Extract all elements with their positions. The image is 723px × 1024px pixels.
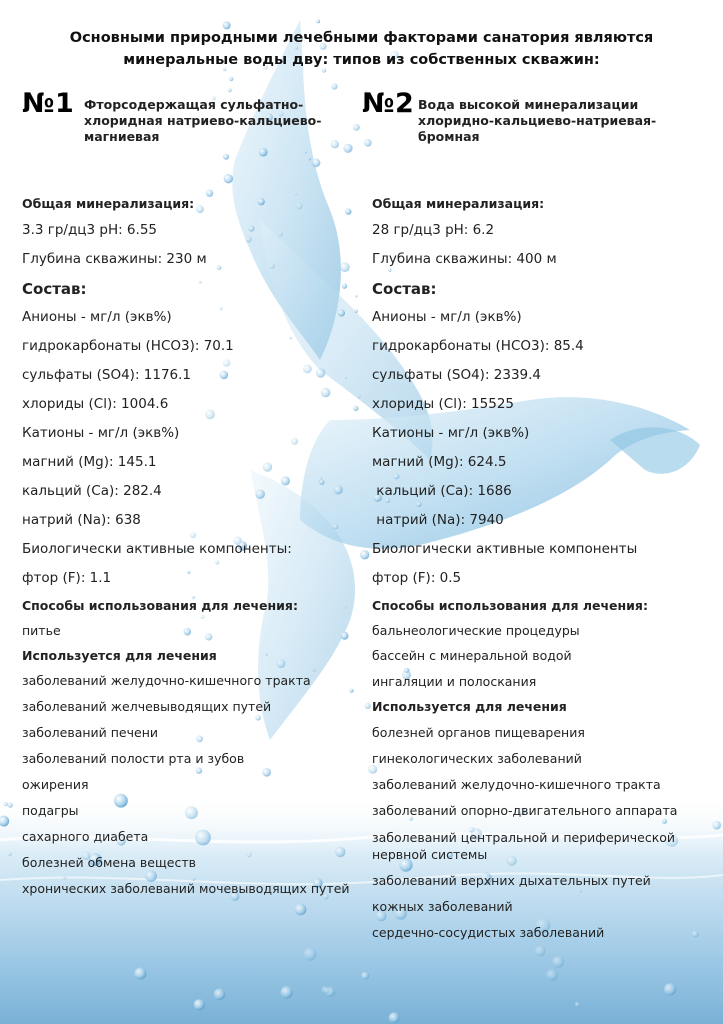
water-bubble: [389, 1012, 400, 1023]
water-bubble: [353, 406, 358, 411]
water-bubble: [185, 806, 198, 819]
used-item-1: заболеваний полости рта и зубов: [22, 751, 245, 766]
water-bubble: [535, 946, 545, 956]
water-bubble: [575, 1002, 580, 1007]
water-bubble: [333, 524, 339, 530]
water-bubble: [246, 852, 251, 857]
mineralization-value-2: 28 гр/дц3 pH: 6.2: [372, 222, 495, 238]
water-bubble: [316, 368, 326, 378]
water-bubble: [334, 485, 343, 494]
bio-components-label-2: Биологически активные компоненты: [372, 541, 638, 557]
used-item-1: сахарного диабета: [22, 829, 149, 844]
used-item-2: гинекологических заболеваний: [372, 751, 582, 766]
water-bubble: [344, 606, 347, 609]
water-bubble: [304, 151, 306, 153]
water-bubble: [257, 198, 264, 205]
bio-components-label-1: Биологически активные компоненты:: [22, 541, 292, 557]
water-bubble: [214, 989, 225, 1000]
well-depth-2: Глубина скважины: 400 м: [372, 251, 557, 267]
anions-label-2: Анионы - мг/л (экв%): [372, 309, 522, 325]
calcium-1: кальций (Ca): 282.4: [22, 483, 162, 499]
used-item-1: заболеваний желчевыводящих путей: [22, 699, 272, 714]
water-bubble: [220, 371, 228, 379]
water-bubble: [3, 802, 8, 807]
water-bubble: [343, 144, 352, 153]
water-bubble: [365, 703, 371, 709]
water-bubble: [248, 226, 254, 232]
sulfates-2: сульфаты (SO4): 2339.4: [372, 367, 542, 383]
water-bubble: [8, 852, 12, 856]
used-item-2: заболеваний желудочно-кишечного тракта: [372, 777, 661, 792]
page-title-line-1: Основными природными лечебными факторами санатория являются: [69, 30, 654, 46]
water-bubble: [195, 830, 211, 846]
water-bubble: [338, 309, 345, 316]
water-bubble: [662, 819, 667, 824]
water-bubble: [360, 550, 369, 559]
used-item-2: заболеваний центральной и периферической нервной системы: [372, 830, 676, 862]
water-bubble: [296, 203, 302, 209]
water-bubble: [295, 193, 297, 195]
water-bubble: [312, 158, 321, 167]
water-bubble: [217, 265, 222, 270]
water-bubble: [63, 876, 66, 879]
well-depth-1: Глубина скважины: 230 м: [22, 251, 207, 267]
water-number-1: №1: [22, 88, 75, 119]
used-item-2: заболеваний верхних дыхательных путей: [372, 873, 651, 888]
water-bubble: [353, 124, 360, 131]
water-bubble: [205, 410, 215, 420]
used-item-2: кожных заболеваний: [372, 899, 513, 914]
water-bubble: [313, 669, 316, 672]
water-bubble: [224, 174, 233, 183]
method-item-2: бассейн с минеральной водой: [372, 648, 572, 663]
water-bubble: [259, 148, 268, 157]
water-bubble: [263, 462, 272, 471]
water-bubble: [194, 999, 205, 1010]
water-bubble: [8, 803, 13, 808]
water-bubble: [342, 284, 347, 289]
water-bubble: [345, 208, 351, 214]
sulfates-1: сульфаты (SO4): 1176.1: [22, 367, 192, 383]
water-bubble: [712, 821, 721, 830]
water-bubble: [357, 394, 361, 398]
used-item-1: ожирения: [22, 777, 89, 792]
water-bubble: [190, 532, 196, 538]
used-item-2: болезней органов пищеварения: [372, 725, 585, 740]
water-bubble: [416, 502, 421, 507]
water-bubble: [316, 20, 320, 24]
used-item-1: заболеваний желудочно-кишечного тракта: [22, 673, 311, 688]
water-type-2: Вода высокой минерализации хлоридно-кальциево-натриевая-бромная: [418, 97, 657, 144]
water-bubble: [364, 139, 372, 147]
used-item-1: подагры: [22, 803, 79, 818]
composition-label-1: Состав:: [22, 280, 87, 298]
water-bubble: [295, 904, 307, 916]
methods-label-1: Способы использования для лечения:: [22, 598, 298, 613]
water-bubble: [319, 480, 324, 485]
water-bubble: [345, 376, 347, 378]
water-bubble: [331, 83, 337, 89]
fluorine-1: фтор (F): 1.1: [22, 570, 112, 586]
water-bubble: [205, 633, 212, 640]
bicarbonates-1: гидрокарбонаты (HCO3): 70.1: [22, 338, 234, 354]
mineralization-value-1: 3.3 гр/дц3 pH: 6.55: [22, 222, 157, 238]
magnesium-1: магний (Mg): 145.1: [22, 454, 157, 470]
water-bubble: [196, 205, 204, 213]
water-bubble: [664, 983, 676, 995]
water-bubble: [335, 847, 345, 857]
water-bubble: [321, 388, 331, 398]
water-bubble: [321, 986, 329, 994]
calcium-2: кальций (Ca): 1686: [372, 483, 512, 499]
mineralization-label-2: Общая минерализация:: [372, 196, 545, 211]
water-number-2: №2: [362, 88, 415, 119]
water-bubble: [269, 263, 275, 269]
water-bubble: [291, 438, 298, 445]
composition-label-2: Состав:: [372, 280, 437, 298]
water-bubble: [229, 77, 233, 81]
used-label-2: Используется для лечения: [372, 699, 567, 714]
methods-label-2: Способы использования для лечения:: [372, 598, 648, 613]
water-bubble: [354, 309, 358, 313]
water-bubble: [276, 659, 285, 668]
water-bubble: [134, 968, 146, 980]
used-item-1: болезней обмена веществ: [22, 855, 196, 870]
water-bubble: [196, 768, 202, 774]
water-bubble: [393, 473, 399, 479]
water-bubble: [349, 689, 353, 693]
sodium-2: натрий (Na): 7940: [372, 512, 504, 528]
used-item-1: хронических заболеваний мочевыводящих путей: [22, 881, 350, 896]
water-bubble: [262, 768, 271, 777]
water-bubble: [223, 21, 231, 29]
water-bubble: [245, 236, 252, 243]
water-bubble: [341, 632, 349, 640]
water-bubble: [223, 359, 230, 366]
water-bubble: [692, 931, 699, 938]
water-bubble: [201, 615, 205, 619]
water-bubble: [278, 232, 283, 237]
method-item-2: ингаляции и полоскания: [372, 674, 537, 689]
magnesium-2: магний (Mg): 624.5: [372, 454, 507, 470]
water-bubble: [223, 154, 229, 160]
water-bubble: [322, 68, 326, 72]
water-bubble: [196, 735, 203, 742]
water-bubble: [361, 972, 369, 980]
water-bubble: [340, 262, 350, 272]
water-bubble: [256, 490, 265, 499]
fluorine-2: фтор (F): 0.5: [372, 570, 462, 586]
water-bubble: [579, 889, 582, 892]
water-bubble: [199, 281, 202, 284]
method-item-1: питье: [22, 623, 61, 638]
water-bubble: [184, 628, 192, 636]
water-bubble: [308, 157, 311, 160]
water-bubble: [255, 715, 261, 721]
water-bubble: [114, 794, 128, 808]
chlorides-2: хлориды (Cl): 15525: [372, 396, 515, 412]
water-bubble: [265, 653, 268, 656]
water-bubble: [303, 365, 312, 374]
method-item-2: бальнеологические процедуры: [372, 623, 580, 638]
water-bubble: [187, 571, 190, 574]
water-bubble: [295, 46, 298, 49]
mineralization-label-1: Общая минерализация:: [22, 196, 195, 211]
water-bubble: [355, 295, 358, 298]
water-bubble: [546, 969, 558, 981]
bicarbonates-2: гидрокарбонаты (HCO3): 85.4: [372, 338, 584, 354]
sodium-1: натрий (Na): 638: [22, 512, 141, 528]
cations-label-1: Катионы - мг/л (экв%): [22, 425, 180, 441]
anions-label-1: Анионы - мг/л (экв%): [22, 309, 172, 325]
water-bubble: [304, 948, 317, 961]
used-item-2: сердечно-сосудистых заболеваний: [372, 925, 605, 940]
chlorides-1: хлориды (Cl): 1004.6: [22, 396, 169, 412]
water-type-1: Фторсодержащая сульфатно-хлоридная натриево-кальциево-магниевая: [84, 97, 322, 144]
used-item-2: заболеваний опорно-двигательного аппарата: [372, 803, 678, 818]
water-bubble: [388, 269, 391, 272]
used-item-1: заболеваний печени: [22, 725, 158, 740]
used-label-1: Используется для лечения: [22, 648, 217, 663]
water-bubble: [223, 68, 226, 71]
page-title-line-2: минеральные воды дву: типов из собственных скважин:: [123, 52, 600, 68]
water-bubble: [215, 561, 219, 565]
water-bubble: [289, 337, 292, 340]
water-bubble: [281, 476, 290, 485]
cations-label-2: Катионы - мг/л (экв%): [372, 425, 530, 441]
water-bubble: [206, 190, 213, 197]
water-bubble: [552, 956, 564, 968]
water-bubble: [228, 88, 232, 92]
water-bubble: [281, 986, 293, 998]
water-bubble: [219, 307, 222, 310]
